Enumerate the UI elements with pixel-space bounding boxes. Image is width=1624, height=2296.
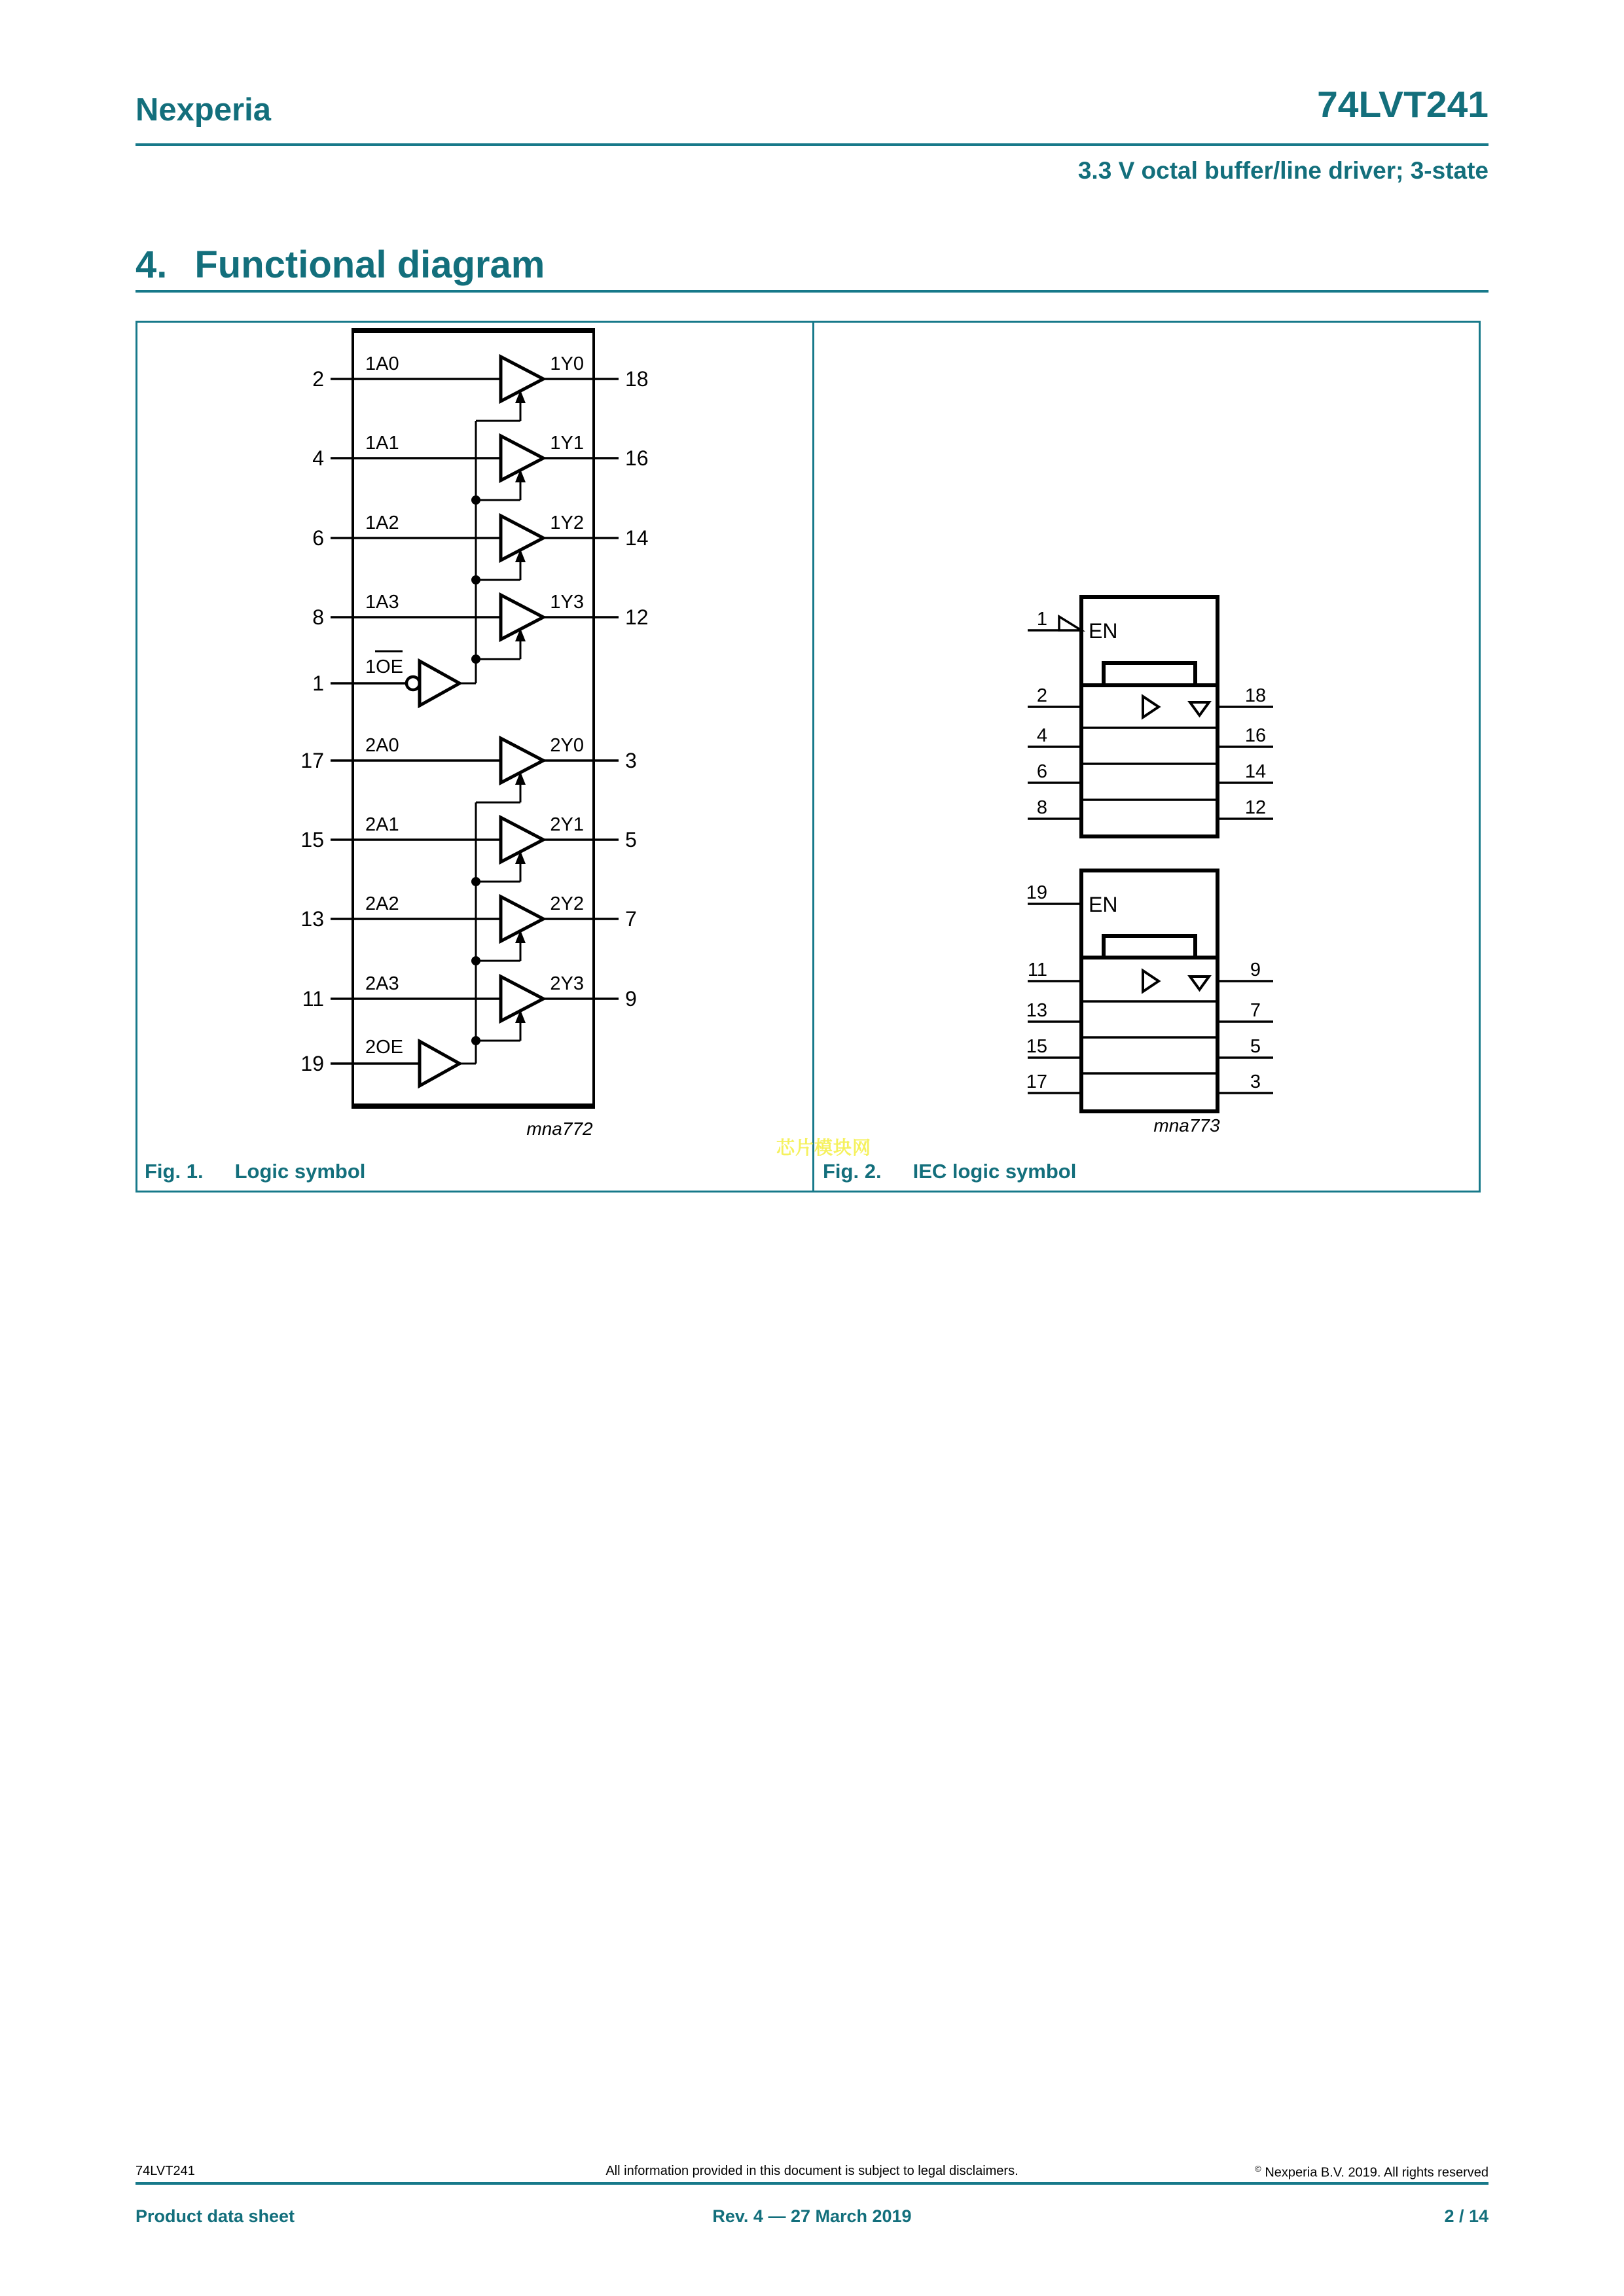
input-label: 2A1 xyxy=(365,814,399,835)
fig1-caption-title: Logic symbol xyxy=(234,1160,366,1183)
fig1-caption-label: Fig. 1. xyxy=(145,1160,204,1183)
input-pin-number: 13 xyxy=(1026,1000,1047,1021)
footer-info-row xyxy=(135,2208,1489,2225)
junction-dot xyxy=(471,575,480,584)
output-pin-number: 16 xyxy=(1244,725,1267,746)
footer-legal-row xyxy=(135,2164,1489,2179)
output-pin-number: 12 xyxy=(1244,797,1267,818)
output-label: 2Y0 xyxy=(550,735,584,756)
input-pin-number: 17 xyxy=(1026,1071,1047,1092)
part-number: 74LVT241 xyxy=(1317,84,1489,126)
output-pin-number: 16 xyxy=(625,446,649,470)
junction-dot xyxy=(471,495,480,505)
fig2-caption-title: IEC logic symbol xyxy=(912,1160,1077,1183)
input-pin-number: 2 xyxy=(312,367,324,391)
input-pin-number: 8 xyxy=(312,605,324,629)
output-pin-number: 18 xyxy=(1244,685,1267,706)
output-pin-number: 3 xyxy=(625,749,637,772)
figure-reference: mna772 xyxy=(526,1119,593,1139)
section-rule xyxy=(135,290,1489,293)
input-label: 1A1 xyxy=(365,433,399,454)
footer-disclaimer: All information provided in this document is subject to legal disclaimers. xyxy=(605,2164,1019,2178)
footer-doc-id: 74LVT241 xyxy=(135,2164,195,2178)
input-pin-number: 6 xyxy=(312,526,324,550)
document-subtitle: 3.3 V octal buffer/line driver; 3-state xyxy=(1077,157,1489,184)
junction-dot xyxy=(471,877,480,886)
input-label: 1A0 xyxy=(365,353,399,374)
oe-pin-number: 19 xyxy=(300,1052,324,1075)
footer-revision: Rev. 4 — 27 March 2019 xyxy=(712,2206,912,2226)
output-pin-number: 14 xyxy=(1244,761,1267,782)
output-label: 2Y3 xyxy=(550,973,584,994)
watermark: 芯片模块网 xyxy=(776,1138,872,1158)
output-pin-number: 18 xyxy=(625,367,649,391)
three-state-symbol xyxy=(1190,702,1209,715)
input-label: 2A0 xyxy=(365,735,399,756)
output-label: 1Y0 xyxy=(550,353,584,374)
oe-label: 2OE xyxy=(365,1037,404,1058)
section-heading xyxy=(135,243,545,286)
input-pin-number: 11 xyxy=(302,987,324,1011)
three-state-symbol xyxy=(1190,977,1209,990)
polarity-indicator xyxy=(1059,617,1081,630)
en-label: EN xyxy=(1089,619,1118,643)
section-number: 4. xyxy=(135,243,168,286)
fig2-caption xyxy=(823,1161,1076,1181)
output-label: 1Y2 xyxy=(550,512,584,533)
footer-page-number: 2 / 14 xyxy=(1444,2206,1489,2226)
header-rule xyxy=(135,143,1489,146)
input-pin-number: 15 xyxy=(1026,1036,1047,1057)
output-label: 2Y2 xyxy=(550,893,584,914)
input-label: 2A2 xyxy=(365,893,399,914)
footer-doc-type: Product data sheet xyxy=(135,2206,295,2226)
input-label: 1A2 xyxy=(365,512,399,533)
junction-dot xyxy=(471,655,480,664)
output-pin-number: 9 xyxy=(625,987,637,1011)
input-pin-number: 4 xyxy=(312,446,324,470)
output-label: 2Y1 xyxy=(550,814,584,835)
input-pin-number: 4 xyxy=(1036,725,1047,746)
output-label: 1Y3 xyxy=(550,592,584,613)
input-pin-number: 8 xyxy=(1036,797,1047,818)
figure-reference: mna773 xyxy=(1153,1115,1220,1136)
input-label: 2A3 xyxy=(365,973,399,994)
input-label: 1A3 xyxy=(365,592,399,613)
junction-dot xyxy=(471,1036,480,1045)
inverter-bubble xyxy=(406,677,420,690)
input-pin-number: 15 xyxy=(300,828,324,852)
input-pin-number: 2 xyxy=(1036,685,1047,706)
output-pin-number: 5 xyxy=(625,828,637,852)
input-pin-number: 11 xyxy=(1027,960,1047,980)
section-title: Functional diagram xyxy=(194,243,545,286)
output-pin-number: 7 xyxy=(1250,1000,1261,1021)
en-label: EN xyxy=(1089,893,1118,916)
amplification-symbol xyxy=(1143,971,1159,992)
input-pin-number: 6 xyxy=(1036,761,1047,782)
output-pin-number: 5 xyxy=(1250,1036,1261,1057)
copyright-symbol: © xyxy=(1255,2164,1261,2174)
brand-logo-text: Nexperia xyxy=(135,92,272,128)
oe-label: 1OE xyxy=(365,656,404,677)
logic-symbol-diagram xyxy=(135,321,814,1193)
input-pin-number: 17 xyxy=(300,749,324,772)
output-pin-number: 7 xyxy=(625,907,637,931)
input-pin-number: 13 xyxy=(300,907,324,931)
footer-rule xyxy=(135,2182,1489,2185)
junction-dot xyxy=(471,956,480,965)
en-pin-number: 1 xyxy=(1036,609,1047,630)
fig1-caption xyxy=(145,1161,365,1181)
output-pin-number: 12 xyxy=(625,605,649,629)
oe-pin-number: 1 xyxy=(312,672,324,695)
output-pin-number: 9 xyxy=(1250,960,1261,980)
output-pin-number: 14 xyxy=(625,526,649,550)
en-pin-number: 19 xyxy=(1026,882,1047,903)
iec-logic-symbol-diagram xyxy=(814,321,1481,1193)
output-label: 1Y1 xyxy=(550,433,584,454)
output-pin-number: 3 xyxy=(1250,1071,1261,1092)
footer-copyright: © Nexperia B.V. 2019. All rights reserved xyxy=(1255,2164,1489,2180)
fig2-caption-label: Fig. 2. xyxy=(823,1160,882,1183)
amplification-symbol xyxy=(1143,696,1159,717)
